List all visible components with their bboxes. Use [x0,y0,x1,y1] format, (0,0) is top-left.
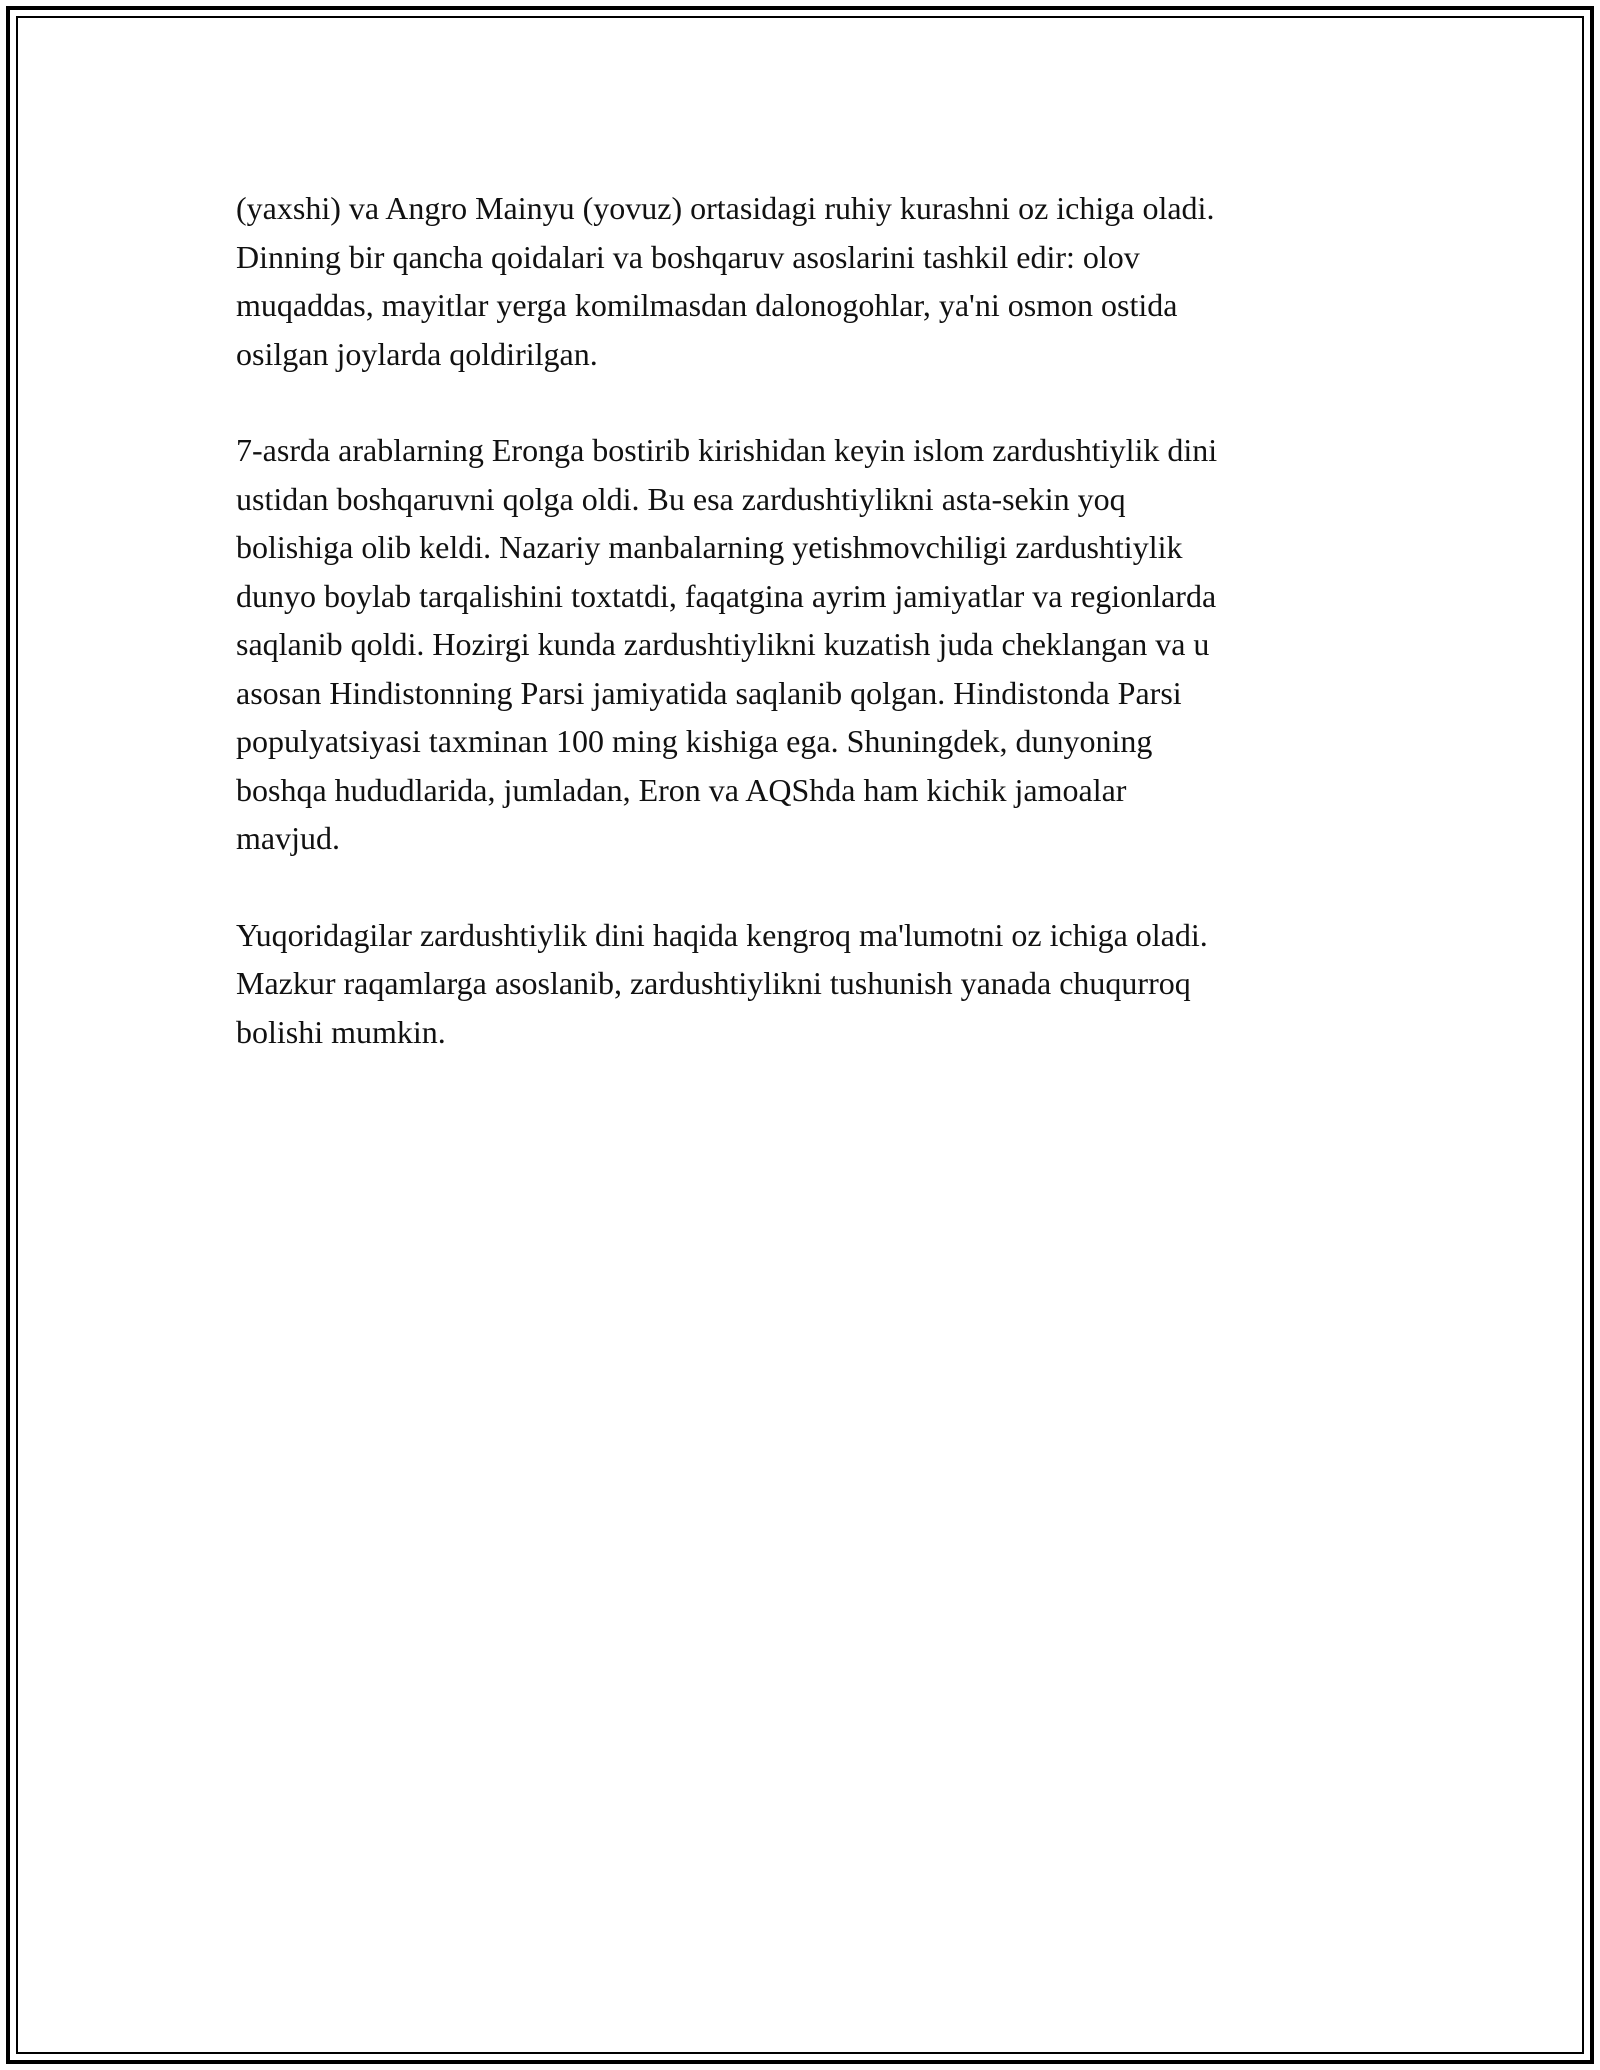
text-line: mavjud. [236,820,340,856]
text-line: populyatsiyasi taxminan 100 ming kishiga ega. Shuningdek, dunyoning [236,723,1153,759]
text-line: bolishi mumkin. [236,1013,446,1050]
text-line: muqaddas, mayitlar yerga komilmasdan dalonogohlar, ya'ni osmon ostida [236,287,1178,323]
text-line: bolishiga olib keldi. Nazariy manbalarning yetishmovchiligi zardushtiylik [236,529,1183,565]
text-line: Yuqoridagilar zardushtiylik dini haqida kengroq ma'lumotni oz ichiga oladi. [236,916,1208,953]
paragraph-1 [236,184,1376,378]
text-line: Mazkur raqamlarga asoslanib, zardushtiylikni tushunish yanada chuqurroq [236,965,1191,1001]
document-body [236,184,1376,1104]
text-line: saqlanib qoldi. Hozirgi kunda zardushtiylikni kuzatish juda cheklangan va u [236,626,1210,662]
text-line: boshqa hududlarida, jumladan, Eron va AQShda ham kichik jamoalar [236,771,1127,808]
text-line: ustidan boshqaruvni qolga oldi. Bu esa zardushtiylikni asta-sekin yoq [236,480,1126,517]
text-line: 7-asrda arablarning Eronga bostirib kirishidan keyin islom zardushtiylik dini [236,432,1218,468]
text-line: (yaxshi) va Angro Mainyu (yovuz) ortasidagi ruhiy kurashni oz ichiga oladi. [236,190,1215,226]
paragraph-3 [236,911,1376,1057]
text-line: dunyo boylab tarqalishini toxtatdi, faqatgina ayrim jamiyatlar va regionlarda [236,577,1217,614]
text-line: osilgan joylarda qoldirilgan. [236,335,598,372]
paragraph-2 [236,426,1376,863]
text-line: asosan Hindistonning Parsi jamiyatida saqlanib qolgan. Hindistonda Parsi [236,674,1182,711]
text-line: Dinning bir qancha qoidalari va boshqaruv asoslarini tashkil edir: olov [236,238,1140,275]
